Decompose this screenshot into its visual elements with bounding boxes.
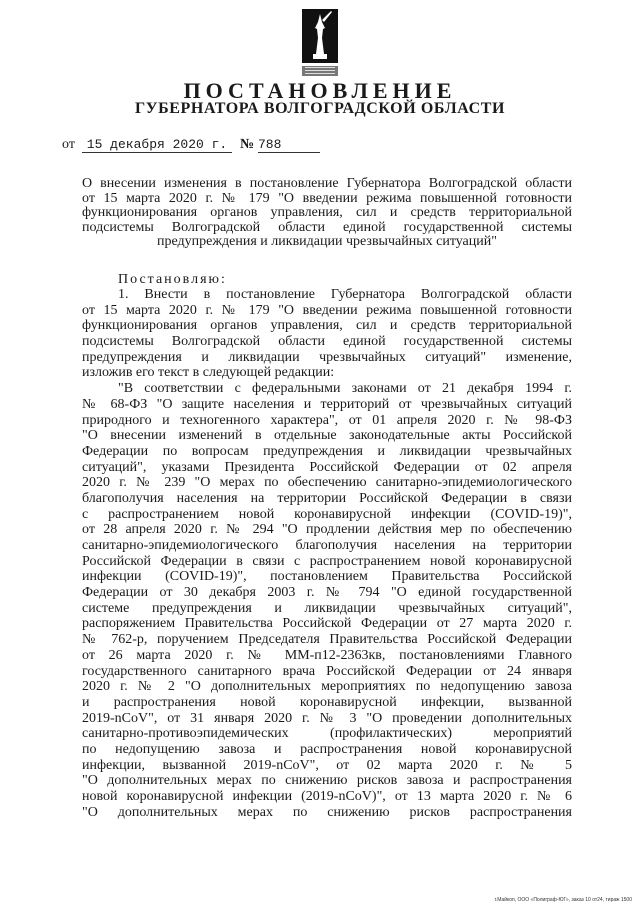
body-line: подсистемы Волгоградской области единой государственной системы (82, 334, 572, 350)
body-line: "В соответствии с федеральными законами от 21 декабря 1994 г. (118, 381, 572, 397)
document-body (82, 287, 572, 820)
body-line: Российской Федерации в связи с распространением новой коронавирусной (82, 553, 572, 569)
decree-word: Постановляю: (118, 272, 227, 287)
document-number: 788 (258, 137, 320, 153)
document-subject (82, 177, 572, 250)
body-line: ситуаций", указами Президента Российской Федерации от 02 апреля (82, 459, 572, 475)
subject-line: предупреждения и ликвидации чрезвычайных ситуаций" (157, 234, 497, 249)
printer-imprint: г.Майкоп, ООО «Полиграф-ЮГ», заказ 10 от24, тираж 1500 (494, 897, 632, 903)
body-line: распоряжением Правительства Российской Федерации от 27 марта 2020 г. (82, 616, 572, 632)
body-line: 2020 г. № 239 "О мерах по обеспечению санитарно-эпидемиологического (82, 475, 572, 491)
body-line: санитарно-противоэпидемических (профилактических) мероприятий (82, 726, 572, 742)
body-line: Федерации от 30 декабря 2003 г. № 794 "О единой государственной (82, 585, 572, 601)
subject-line: от 15 марта 2020 г. № 179 "О введении режима повышенной готовности (82, 190, 572, 206)
body-line: инфекции, вызванной 2019-nCoV", от 02 марта 2020 г. № 5 (82, 757, 572, 773)
body-line: санитарно-эпидемиологического благополучия населения на территории (82, 538, 572, 553)
body-line: функционирования органов управления, сил и средств территориальной (82, 318, 572, 334)
body-line: по недопущению завоза и распространения новой коронавирусной (82, 741, 572, 757)
body-line: от 26 марта 2020 г. № ММ-п12-2363кв, постановлениями Главного (82, 647, 572, 663)
body-line: и распространения новой коронавирусной инфекции, вызванной (82, 694, 572, 710)
body-line: с распространением новой коронавирусной инфекции (COVID-19)", (82, 506, 572, 522)
document-title: ПОСТАНОВЛЕНИЕ (183, 78, 457, 103)
volgograd-coat-of-arms-icon (301, 8, 339, 76)
body-line: 2019-nCoV", от 31 января 2020 г. № 3 "О проведении дополнительных (82, 710, 572, 726)
subject-line: О внесении изменения в постановление Губернатора Волгоградской области (82, 176, 572, 191)
body-line: "О внесении изменений в отдельные законодательные акты Российской (82, 428, 572, 444)
document-issuer: ГУБЕРНАТОРА ВОЛГОГРАДСКОЙ ОБЛАСТИ (134, 100, 506, 117)
body-line: системе предупреждения и ликвидации чрезвычайных ситуаций", (82, 600, 572, 616)
body-line: № 762-р, поручением Председателя Правительства Российской Федерации (82, 632, 572, 648)
subject-line: функционирования органов управления, сил и средств территориальной (82, 205, 572, 220)
subject-line: подсистемы Волгоградской области единой государственной системы (82, 219, 572, 235)
body-line: от 15 марта 2020 г. № 179 "О введении режима повышенной готовности (82, 302, 572, 318)
body-line: от 28 апреля 2020 г. № 294 "О продлении действия мер по обеспечению (82, 522, 572, 538)
body-line: новой коронавирусной инфекции (2019-nCoV)", от 13 марта 2020 г. № 6 (82, 789, 572, 804)
document-date: 15 декабря 2020 г. (82, 137, 232, 153)
number-label: № (240, 137, 255, 152)
body-line: 2020 г. № 2 "О дополнительных мероприятиях по недопущению завоза (82, 679, 572, 695)
body-line: Федерации по вопросам предупреждения и ликвидации чрезвычайных (82, 443, 572, 459)
body-line: инфекции (COVID-19)", постановлением Правительства Российской (82, 569, 572, 585)
body-line: предупреждения и ликвидации чрезвычайных ситуаций" изменение, (82, 349, 572, 365)
body-line: государственного санитарного врача Российской Федерации от 24 января (82, 663, 572, 679)
body-line: "О дополнительных мерах по снижению рисков завоза и распространения (82, 773, 572, 789)
body-line: природного и техногенного характера", от 01 апреля 2020 г. № 98-ФЗ (82, 412, 572, 428)
body-line: 1. Внести в постановление Губернатора Волгоградской области (118, 287, 572, 302)
date-prefix-label: от (62, 137, 75, 152)
body-line: "О дополнительных мерах по снижению рисков распространения (82, 804, 572, 820)
body-line: благополучия населения на территории Российской Федерации в связи (82, 490, 572, 506)
body-line: № 68-ФЗ "О защите населения и территорий от чрезвычайных ситуаций (82, 396, 572, 412)
body-line: изложив его текст в следующей редакции: (82, 365, 335, 381)
